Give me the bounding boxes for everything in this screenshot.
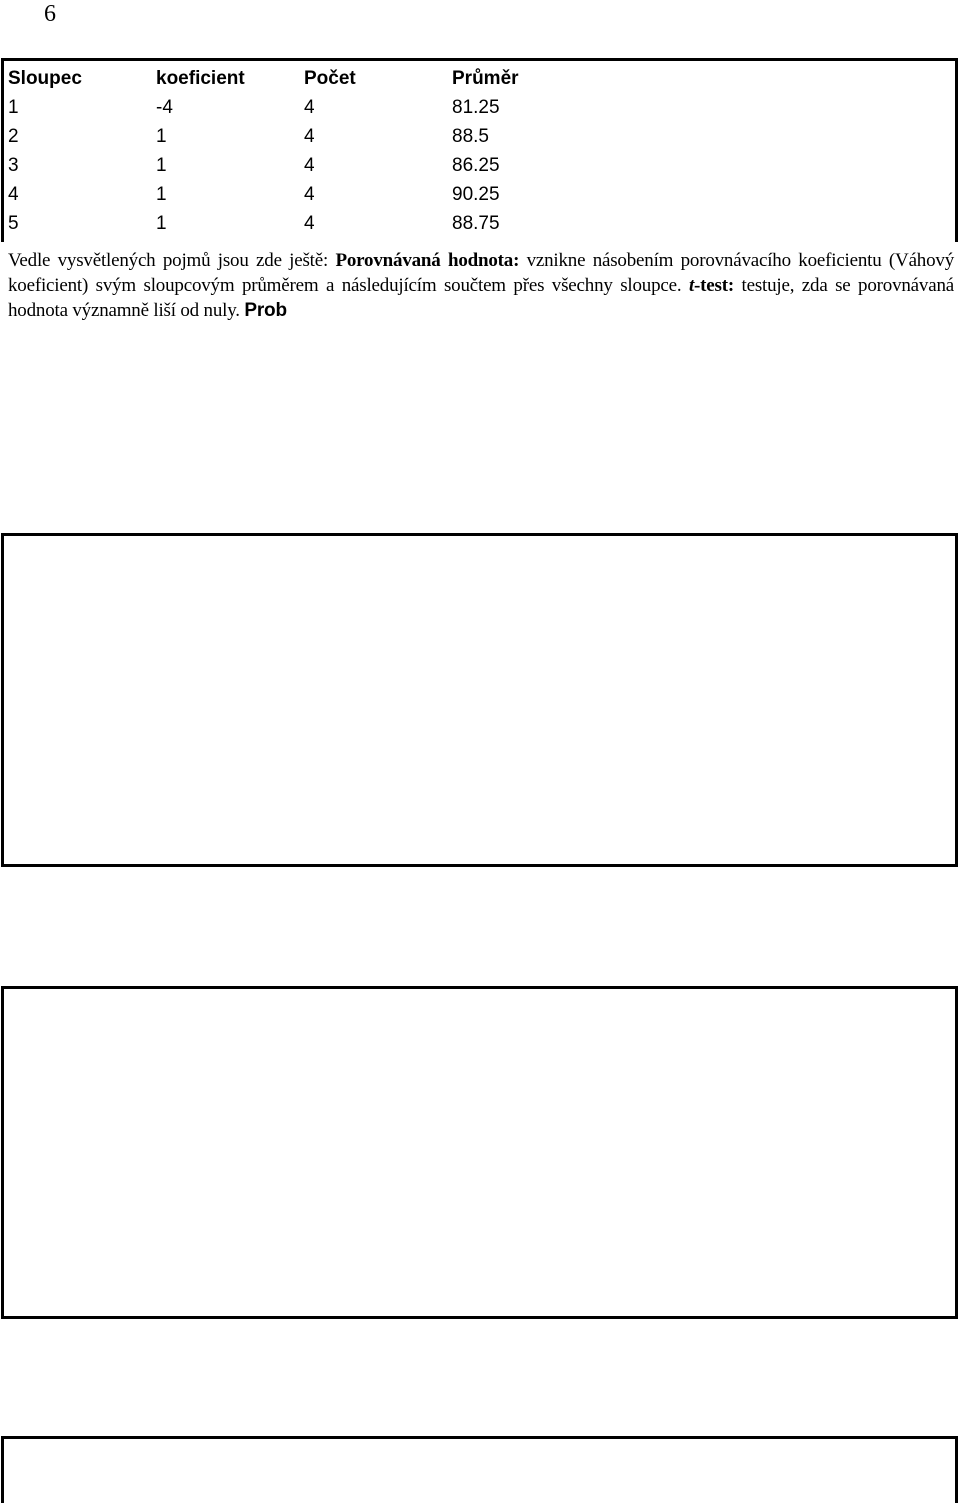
header-koeficient: koeficient <box>156 68 245 89</box>
empty-frame-1 <box>1 533 958 867</box>
term-t-test-suffix: -test: <box>694 275 734 296</box>
table-header-row <box>8 64 572 93</box>
table-row <box>8 180 572 209</box>
table-row <box>8 209 572 238</box>
cell-koeficient: -4 <box>156 97 173 118</box>
coefficient-table <box>8 64 572 238</box>
header-prumer: Průměr <box>452 68 519 89</box>
table-row <box>8 122 572 151</box>
definition-porovnavana-hodnota: vznikne násobením porovnávacího koeficientu (Váhový koeficient) svým sloupcovým průměrem a následujícím součtem přes všechny sloupce. <box>8 250 954 296</box>
term-t-italic: t <box>688 275 695 296</box>
cell-sloupec: 4 <box>8 184 19 205</box>
cell-prumer: 88.5 <box>452 126 489 147</box>
intro-text: Vedle vysvětlených pojmů jsou zde ještě: <box>8 250 336 271</box>
explanation-paragraph <box>8 248 954 323</box>
table-row <box>8 151 572 180</box>
page-number: 6 <box>44 1 56 27</box>
term-porovnavana-hodnota: Porovnávaná hodnota: <box>335 250 520 271</box>
cell-sloupec: 3 <box>8 155 19 176</box>
cell-koeficient: 1 <box>156 126 167 147</box>
cell-sloupec: 5 <box>8 213 19 234</box>
header-pocet: Počet <box>304 68 356 89</box>
cell-prumer: 81.25 <box>452 97 500 118</box>
cell-prumer: 90.25 <box>452 184 500 205</box>
empty-frame-3 <box>1 1436 958 1503</box>
term-t-test <box>689 275 734 296</box>
cell-pocet: 4 <box>304 155 315 176</box>
table-row <box>8 93 572 122</box>
term-prob: Prob <box>244 300 287 321</box>
cell-pocet: 4 <box>304 213 315 234</box>
cell-sloupec: 2 <box>8 126 19 147</box>
cell-koeficient: 1 <box>156 184 167 205</box>
empty-frame-2 <box>1 986 958 1319</box>
cell-koeficient: 1 <box>156 213 167 234</box>
definition-t-test: testuje, zda se porovnávaná hodnota významně liší od nuly. <box>8 275 954 321</box>
cell-koeficient: 1 <box>156 155 167 176</box>
cell-pocet: 4 <box>304 184 315 205</box>
cell-prumer: 88.75 <box>452 213 500 234</box>
header-sloupec: Sloupec <box>8 68 82 89</box>
cell-prumer: 86.25 <box>452 155 500 176</box>
cell-pocet: 4 <box>304 97 315 118</box>
cell-sloupec: 1 <box>8 97 19 118</box>
cell-pocet: 4 <box>304 126 315 147</box>
